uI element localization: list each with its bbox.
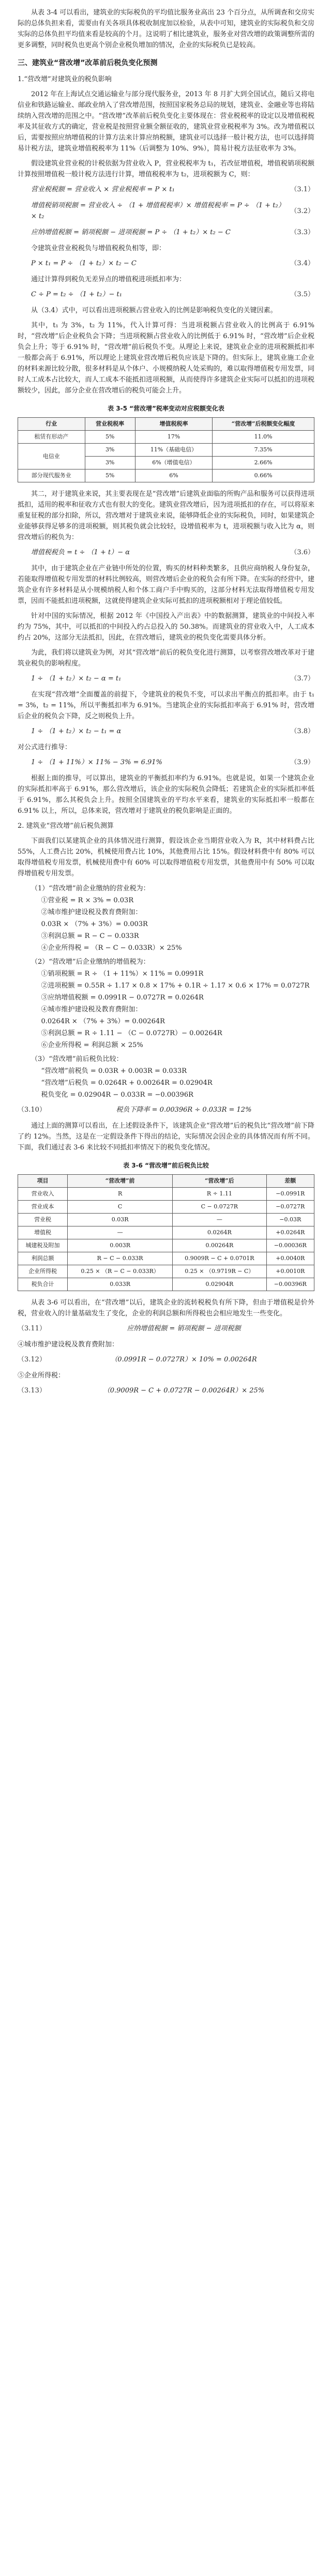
table-3-6-title: 表 3-6 “营改增”前后税负比较 [123,1162,209,1169]
equation-body: P × t₁ = P ÷ （1 + t₂）× t₂ − C [31,260,137,267]
table-cell: — [173,1214,267,1226]
calc-line: 0.03R × （7% + 3%）= 0.003R [41,920,148,928]
table-cell: R ÷ 1.11 [173,1188,267,1201]
table-header-row [18,418,314,431]
table-row [18,431,314,444]
table-cell: 部分现代服务业 [18,469,85,482]
table-cell: 0.00264R [173,1239,267,1252]
subsection-1-heading: 1.“营改增”对建筑业的税负影响 [18,75,112,83]
equation-body: 1 ÷ （1 + 11%）× 11% − 3% = 6.91% [31,759,162,766]
table-cell: 利润总额 [18,1252,68,1265]
subsection-2-heading: 2. 建筑业“营改增”前后税负测算 [18,822,114,830]
table-cell: 0.003R [68,1239,173,1252]
table-cell: 5% [85,431,135,444]
table-row [18,469,314,482]
table-cell: R [68,1188,173,1201]
table-cell: — [68,1226,173,1239]
table-cell: 营业税 [18,1214,68,1226]
table-cell: 税负合计 [18,1278,68,1291]
table-cell: +0.0264R [266,1226,314,1239]
equation-number: （3.8） [290,728,314,735]
supplier-paragraph: 其中，由于建筑企业在产业链中所处的位置，购买的材料种类繁多，且供应商纳税人身份复杂，若能取得增值税专用发票的材料比例较高，则营改增后企业的税负会有所下降。在实际的经营中，建筑企业有许多材料是从小规模纳税人和个体工商户手中购买的，这部分材料无法取得增值税专用发票，因而不能抵扣进项税额，这就使得建筑企业实际可抵扣的进项税额相对于理论值较低。 [18,565,314,605]
equation-number: （3.3） [290,229,314,236]
table-header-cell: “营改增”前 [68,1175,173,1188]
table-cell: 0.03R [68,1214,173,1226]
calc-line: ⑤利润总额 = R ÷ 1.11 − （C − 0.0727R）− 0.00264R [41,1029,222,1037]
equation-number: （3.1） [290,186,314,193]
calc-line: 0.0264R × （7% + 3%）= 0.00264R [41,1018,165,1025]
table-cell: 7.35% [213,444,314,457]
equation-body: 应纳增值税额 = 销项税额 − 进项税额 [127,1325,241,1332]
table-row [18,1226,314,1239]
equation-3-2 [18,200,314,222]
balance-result-paragraph: 根据上面的推导，可以算出，建筑业的平衡抵扣率约为 6.91%。也就是说，如果一个建筑企业的实际抵扣率高于 6.91%，那么营改增后，该企业的实际税负会降低；若建筑企业的实际抵扣率低于 6.91%，那么其税负会上升。按照全国建筑业的平均水平来看，建筑业的实际抵扣率一般都在 6.91% 以上，所以，总体来说，营改增对于建筑业的税负影响是正面的。 [18,775,314,815]
table-cell: 电信业 [18,444,85,469]
table-cell: 企业所得税 [18,1265,68,1278]
table-3-6 [18,1174,314,1291]
background-paragraph: 2012 年在上海试点交通运输业与部分现代服务业，2013 年 8 月扩大到全国试点，随后又将电信业和铁路运输业、邮政业纳入了营改增范围，按照国家税务总局的规划，建筑业、金融业等也将陆续纳入营改增的范围之中。“营改增”改革前后税负变化主要体现在：营业税税率的设定以及增值税税率及其征收方式的确定，营业税是按照营业额全额征收的，建筑业营业税税率为 3%。改为增值税以后，需要按照应纳增值税的计算方法来计算应纳税额，建筑业可以选择一般计税方法，也可以选择简易计税方法，建筑业增值税税率为 11%（后调整为 10%、9%），简易计税方法征收率为 3%。 [18,90,315,153]
equation-3-8 [18,726,314,737]
table-header-cell: “营改增”后 [173,1175,267,1188]
table-cell: −0.00396R [266,1278,314,1291]
table-header-row [18,1175,314,1188]
equation-number: （3.13） [18,1387,46,1395]
table-cell: −0.00036R [266,1239,314,1252]
calc-line: ③应纳增值税额 = 0.0991R − 0.0727R = 0.0264R [41,994,204,1002]
surtax-label: ④城市维护建设税及教育费附加： [18,1341,119,1348]
table-cell: 0.66% [213,469,314,482]
calc-line: ②进项税额 = 0.55R ÷ 1.17 × 0.8 × 17% + 0.1R ÷ 1.17 × 0.6 × 17% = 0.0727R [41,982,310,990]
table-cell: 0.25 × （R − C − 0.033R） [68,1265,173,1278]
equation-3-11 [18,1323,314,1334]
table-cell: C − 0.0727R [173,1201,267,1214]
table-cell: 营业收入 [18,1188,68,1201]
equation-3-13 [18,1385,314,1396]
table-header-cell: 差额 [266,1175,314,1188]
section-3-title: 三、建筑业“营改增”改革前后税负变化预测 [18,59,158,67]
table-cell: +0.0010R [266,1265,314,1278]
table-cell: 0.033R [68,1278,173,1291]
table-row [18,1201,314,1214]
equal-tax-paragraph: 令建筑业营业税税负与增值税税负相等，即： [31,245,166,252]
table-cell: 3% [85,457,135,469]
table-cell: 增值税 [18,1226,68,1239]
table-cell: 17% [135,431,212,444]
calc-line: “营改增”后税负 = 0.0264R + 0.00264R = 0.02904R [41,1079,213,1087]
case-assumption-paragraph: 下面我们以某建筑企业的具体情况进行测算，假设该企业当期营业收入为 R，其中材料费占比 55%，人工费占比 20%，机械使用费占比 10%，其他费用占比 15%。假设材料费中有 80% 可以取得增值税专用发票，机械使用费中有 60% 可以取得增值税专用发票，其他费用中有 50% 可以取得增值税专用发票。 [18,837,314,877]
table-header-cell: “营改增”后税额变化幅度 [213,418,314,431]
table-cell: −0.0991R [266,1188,314,1201]
equation-number: （3.12） [18,1356,46,1363]
calc-line: ①销项税额 = R ÷ （1 + 11%）× 11% = 0.0991R [41,970,204,978]
table-row [18,444,314,457]
table-header-cell: 行业 [18,418,85,431]
table-header-cell: 项目 [18,1175,68,1188]
equation-number: （3.11） [18,1325,46,1332]
table-row [18,1278,314,1291]
table-cell: 0.02904R [173,1278,267,1291]
equation-3-3 [18,227,314,238]
equation-body: 税负下降率 = 0.00396R ÷ 0.033R = 12% [116,1106,252,1114]
calc-line: ①营业税 = R × 3% = 0.03R [41,897,134,904]
equation-body: 增值税税负 = t ÷ （1 + t）− α [31,549,130,556]
equation-number: （3.9） [290,759,314,766]
equation-number: （3.2） [290,207,314,215]
calc-line: “营改增”前税负 = 0.03R + 0.003R = 0.033R [41,1067,187,1075]
calc-before-title: （1）“营改增”前企业缴纳的营业税为： [31,885,150,892]
deduction-paragraph: 其二，对于建筑业来说，其主要表现在是“营改增”后建筑业面临的所购产品和服务可以获得进项抵扣，适用的税率和征收方式也有很大的变化。建筑业营改增后，因为进项抵扣的存在，可以将原来重复征税的部分扣除，所以，营改增对于建筑业来说，能够降低企业的实际税负，同时，如果建筑企业能够获得足够多的进项税额，则其税负就会比较轻，设增值税率为 t，进项税额与收入比为 α，则营改增后的税负为： [18,490,314,541]
income-tax-label: ⑤企业所得税： [18,1372,65,1380]
table-cell: 11.0% [213,431,314,444]
equation-3-12 [18,1354,314,1365]
calc-compare-block [18,1054,314,1100]
calc-before-block [18,883,314,953]
equation-body: 应纳增值税额 = 销项税额 − 进项税额 = P ÷ （1 + t₂）× t₂ − C [31,229,231,236]
table-header-cell: 营业税税率 [85,418,135,431]
equation-number: （3.4） [290,260,314,267]
calc-compare-title: （3）“营改增”前后税负比较： [31,1055,123,1063]
equation-3-7 [18,673,314,684]
table-cell: −0.03R [266,1214,314,1226]
equation-number: （3.6） [290,549,314,556]
equation-number: （3.10） [18,1106,46,1114]
table-cell: 租赁有形动产 [18,431,85,444]
equation-body: 营业税税额 = 营业收入 × 营业税税率 = P × t₁ [31,186,175,193]
table-cell: 11%（基础电信） [135,444,212,457]
breakeven-paragraph: 通过计算得到税负无差异点的增值税进项抵扣率为： [31,276,186,283]
assumption-paragraph: 假设建筑业营业税的计税依据为营业收入 P，营业税税率为 t₁，若改征增值税，增值税销项税额计算按照增值税一般计税方法进行计算，增值税税率为 t₂，进项税额为 C，则： [18,160,314,178]
table-cell: 6% [135,469,212,482]
calc-after-block [18,957,314,1051]
table-cell: 0.9009R − C + 0.0701R [173,1252,267,1265]
calc-line: ②城市维护建设税及教育费附加： [41,908,142,916]
table-discussion-paragraph: 从表 3-6 可以看出，在“营改增”以后，建筑企业的流转税税负有所下降，但由于增值税是价外税，营业收入的计量基础发生了变化，企业的利润总额和所得税也会相应地发生一些变化。 [18,1299,314,1317]
table-cell: 6%（增值电信） [135,457,212,469]
intro-paragraph: 从表 3-4 可以看出，建筑业的实际税负的平均值比服务业高出 23 个百分点，从所调查和交房实际的总体负担来看，需要由有关各项具体税收制度加以检验，从表中可知，建筑业的实际税负和交房实际的总体负担平均值来看是较高的个月。这说明了相比建筑业，服务业对营改增的政策调整所需的更多调整，同时税负也更高个别企业税负增加的情况，企业的实际税负已是较高。 [18,9,315,49]
table-cell: 0.0264R [173,1226,267,1239]
table-row [18,1252,314,1265]
equation-body: C ÷ P = t₂ ÷ （1 + t₂）− t₁ [31,291,122,298]
table-cell: R − C − 0.033R [68,1252,173,1265]
table-cell: 城建税及附加 [18,1239,68,1252]
table-cell: 0.25 × （0.9719R − C） [173,1265,267,1278]
table-cell: −0.0727R [266,1201,314,1214]
table-cell: 3% [85,444,135,457]
derivation-label: 对公式进行推导： [18,744,72,751]
equation-body: （0.0991R − 0.0727R）× 10% = 0.00264R [111,1356,257,1363]
table-3-5 [18,417,314,482]
table-3-5-title: 表 3-5 “营改增”税率变动对应税额变化表 [108,405,224,412]
table-row [18,1214,314,1226]
equation-body: 1 ÷ （1 + t₂）× t₂ − α = t₁ [31,675,122,683]
example-intro-paragraph: 为此，我们将以建筑业为例，对其“营改增”前后的税负变化进行测算，以考察营改增改革对于建筑业税负的影响程度。 [18,649,314,668]
analysis-paragraph: 其中，t₁ 为 3%，t₂ 为 11%，代入计算可得：当进项税额占营业收入的比例高于 6.91% 时，“营改增”后企业税负会下降；当进项税额占营业收入的比例低于 6.91% 时，“营改增”后企业税负会上升；等于 6.91% 时，“营改增”前后税负不变。从理论上来说，建筑业企业的进项税额抵扣率一般都会高于 6.91%，所以理论上建筑业营改增后税负应该是下降的。但实际上，建筑业施工企业的材料来源比较分散，很多材料是从个体户、小规模纳税人处采购的，难以取得增值税专用发票，同时人工成本占比较大，而人工成本不能抵扣进项税额，从而使得许多建筑企业实际可以抵扣的进项税额较少，因此，部分企业在营改增后的税负可能会上升。 [18,322,314,395]
calc-line: 税负变化 = 0.02904R − 0.033R = −0.00396R [41,1091,193,1099]
calc-line: ⑥企业所得税 = 利润总额 × 25% [41,1041,143,1049]
table-cell: 营业成本 [18,1201,68,1214]
table-row [18,1239,314,1252]
balance-paragraph: 在实现“营改增”全面覆盖的前提下，令建筑业的税负不变，可以求出平衡点的抵扣率。由于 t₁ = 3%，t₂ = 11%，所以平衡抵扣率为 6.91%。当建筑企业的实际抵扣率高于 6.91% 时，营改增后企业的税负会下降，反之则税负上升。 [18,691,314,720]
calc-after-title: （2）“营改增”后企业缴纳的增值税为： [31,958,150,966]
equation-number: （3.5） [290,291,314,298]
table-cell: 5% [85,469,135,482]
calc-line: ④企业所得税 = （R − C − 0.033R）× 25% [41,944,182,952]
table-3-6-body [18,1188,314,1291]
equation-number: （3.7） [290,675,314,683]
calc-line: ④城市维护建设税及教育费附加： [41,1006,142,1013]
equation-body: （0.9009R − C + 0.0727R − 0.00264R）× 25% [103,1387,265,1395]
key-factor-paragraph: 从（3.4）式中，可以看出进项税额占营业收入的比例是影响税负变化的关键因素。 [31,307,277,314]
table-header-cell: 增值税税率 [135,418,212,431]
table-row [18,1265,314,1278]
equation-3-4 [18,258,314,269]
table-cell: C [68,1201,173,1214]
table-cell: +0.0040R [266,1252,314,1265]
input-output-paragraph: 针对中国的实际情况，根据 2012 年《中国投入产出表》中的数据测算，建筑业的中间投入率约为 75%，其中，可以抵扣的中间投入约占总投入的 50.38%。而建筑业的营业收入中，人工成本约占 20%，这部分无法抵扣，因此，在营改增后，建筑业的税负变化需要具体分析。 [18,612,314,642]
equation-3-1 [18,184,314,195]
equation-body: 1 ÷ （1 + t₂）× t₂ − t₁ = α [31,728,122,735]
equation-3-9 [18,757,314,768]
result-paragraph: 通过上面的测算可以看出，在上述假设条件下，该建筑企业“营改增”后的税负比“营改增”前下降了约 12%。当然，这是在一定假设条件下得出的结论，实际情况会因企业的具体情况而有所不同。下面，我们通过表 3-6 来比较不同抵扣率情况下的税负变化情况。 [18,1122,314,1151]
equation-3-6 [18,547,314,558]
equation-3-10 [18,1104,314,1115]
equation-body: 增值税销项税额 = 营业收入 ÷ （1 + 增值税税率）× 增值税税率 = P ÷ （1 + t₂）× t₂ [31,202,285,220]
table-row [18,1188,314,1201]
calc-line: ③利润总额 = R − C − 0.033R [41,932,139,940]
equation-3-5 [18,289,314,300]
table-cell: 2.66% [213,457,314,469]
